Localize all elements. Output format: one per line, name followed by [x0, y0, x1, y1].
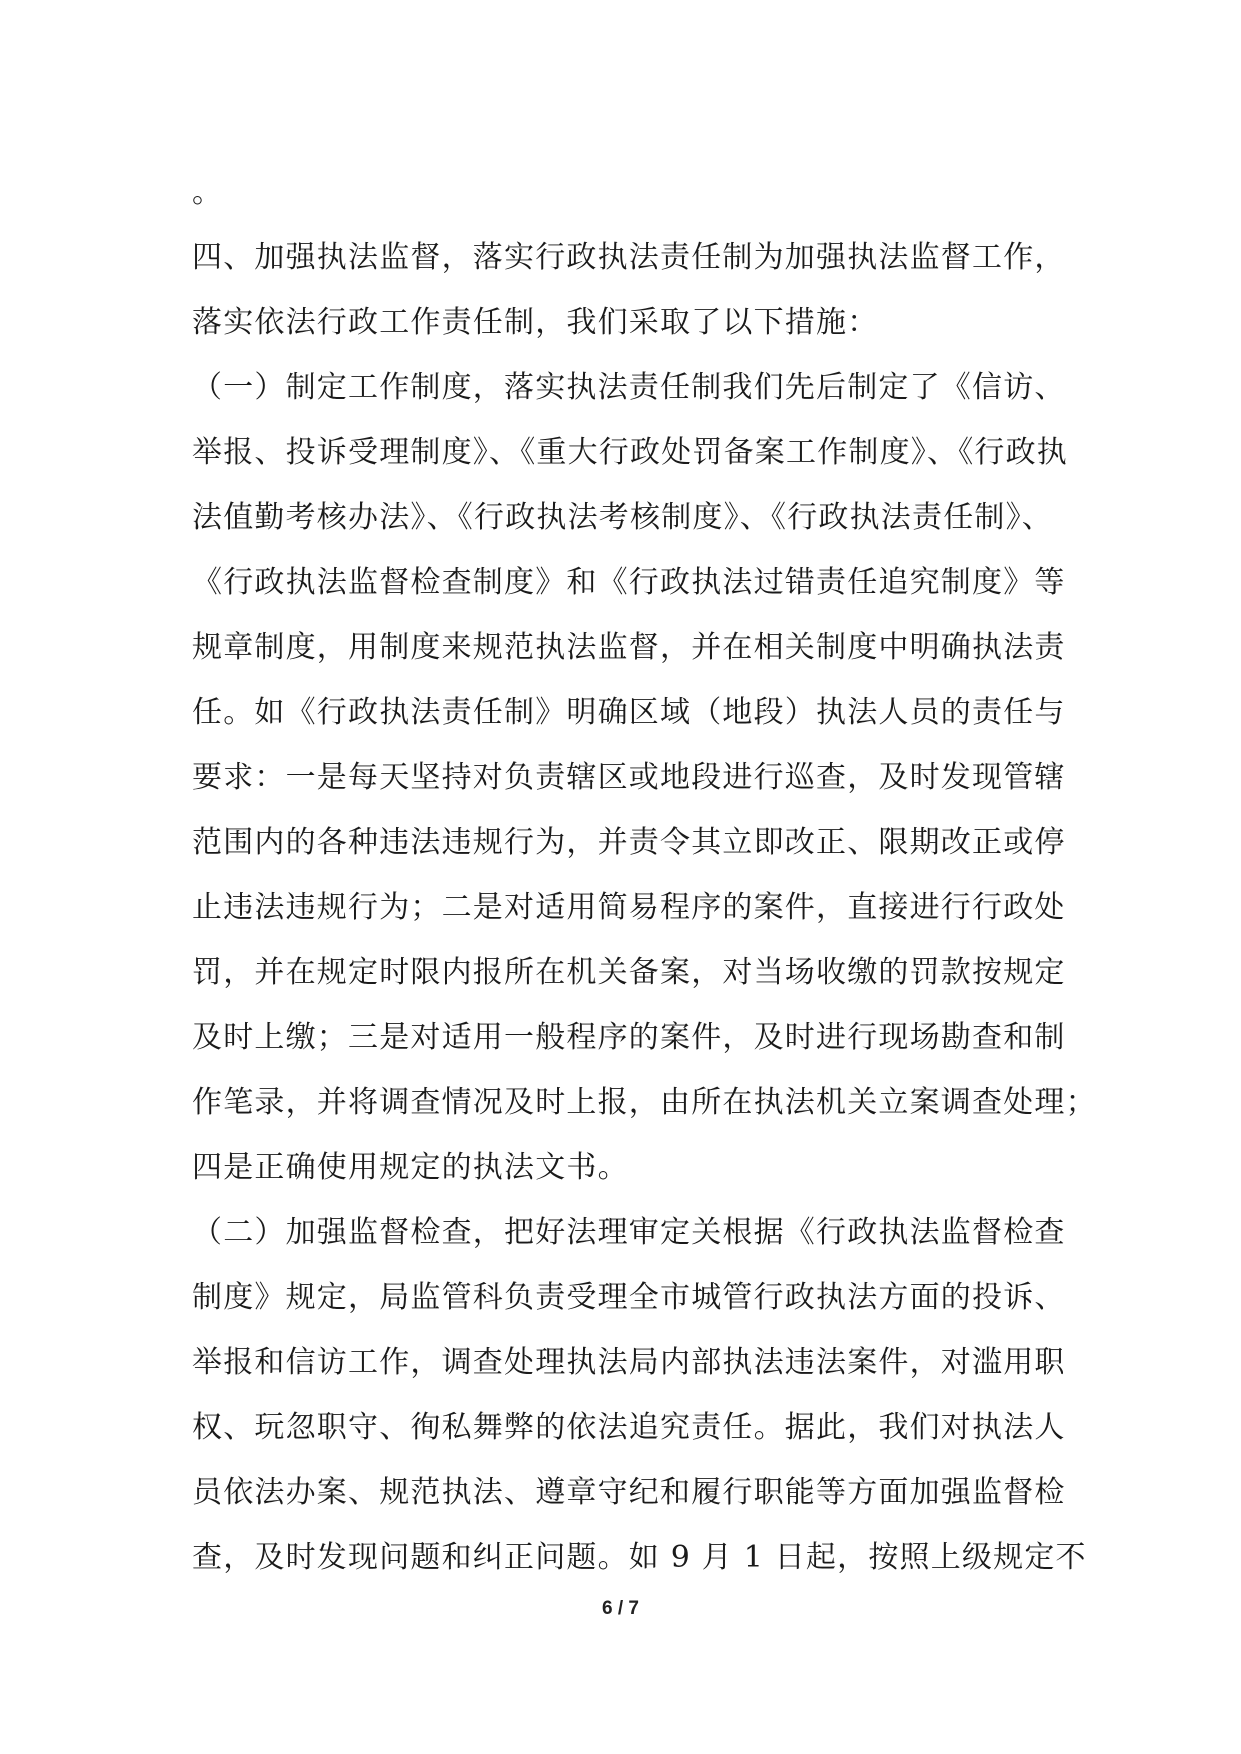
- text-line: 作笔录，并将调查情况及时上报，由所在执法机关立案调查处理；: [192, 1085, 1097, 1120]
- text-line: 及时上缴；三是对适用一般程序的案件，及时进行现场勘查和制: [192, 1020, 1066, 1055]
- text-line: 员依法办案、规范执法、遵章守纪和履行职能等方面加强监督检: [192, 1475, 1066, 1510]
- text-line: （二）加强监督检查，把好法理审定关根据《行政执法监督检查: [192, 1215, 1066, 1250]
- text-line: 任。如《行政执法责任制》明确区域（地段）执法人员的责任与: [192, 695, 1066, 730]
- text-line: 落实依法行政工作责任制，我们采取了以下措施：: [192, 305, 879, 340]
- text-line: 法值勤考核办法》、《行政执法考核制度》、《行政执法责任制》、: [192, 500, 1053, 535]
- text-line: 规章制度，用制度来规范执法监督，并在相关制度中明确执法责: [192, 630, 1066, 665]
- text-line: 。: [192, 175, 224, 210]
- document-body: [192, 160, 1097, 1590]
- text-line: 查，及时发现问题和纠正问题。如 9 月 1 日起，按照上级规定不: [192, 1540, 1087, 1575]
- text-line: 止违法违规行为；二是对适用简易程序的案件，直接进行行政处: [192, 890, 1066, 925]
- text-line: 四、加强执法监督，落实行政执法责任制为加强执法监督工作，: [192, 240, 1066, 275]
- text-line: 范围内的各种违法违规行为，并责令其立即改正、限期改正或停: [192, 825, 1066, 860]
- text-line: 举报和信访工作，调查处理执法局内部执法违法案件，对滥用职: [192, 1345, 1066, 1380]
- text-line: 要求：一是每天坚持对负责辖区或地段进行巡查，及时发现管辖: [192, 760, 1066, 795]
- text-line: 四是正确使用规定的执法文书。: [192, 1150, 629, 1185]
- text-line: （一）制定工作制度，落实执法责任制我们先后制定了《信访、: [192, 370, 1066, 405]
- text-line: 罚，并在规定时限内报所在机关备案，对当场收缴的罚款按规定: [192, 955, 1066, 990]
- text-line: 举报、投诉受理制度》、《重大行政处罚备案工作制度》、《行政执: [192, 435, 1068, 470]
- text-line: 《行政执法监督检查制度》和《行政执法过错责任追究制度》等: [192, 565, 1066, 600]
- page-number: 6 / 7: [602, 1598, 639, 1619]
- text-line: 制度》规定，局监管科负责受理全市城管行政执法方面的投诉、: [192, 1280, 1066, 1315]
- text-line: 权、玩忽职守、徇私舞弊的依法追究责任。据此，我们对执法人: [192, 1410, 1066, 1445]
